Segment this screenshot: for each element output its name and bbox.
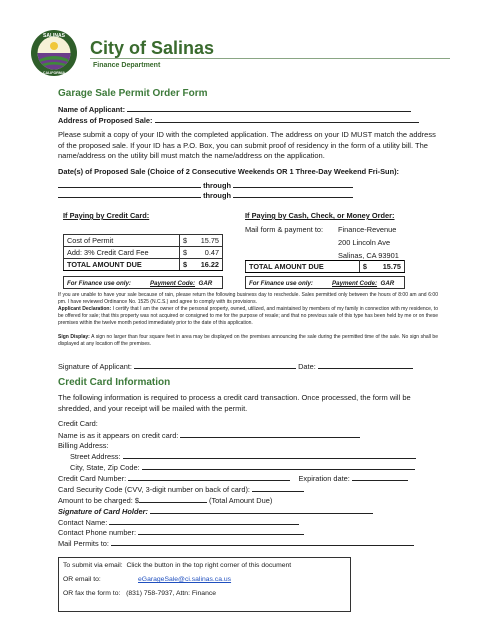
- credit-card-info-intro: The following information is required to process a credit card transaction. Once processed, the form will be shredded, and your receipt will be mailed with the permit.: [58, 393, 411, 413]
- department-name: Finance Department: [93, 62, 161, 69]
- security-code-row: Card Security Code (CVV, 3-digit number on back of card):: [58, 484, 304, 495]
- city-state-zip-row: City, State, Zip Code:: [70, 462, 415, 473]
- mail-to-label: Mail form & payment to:: [245, 225, 324, 234]
- card-holder-signature-field[interactable]: [150, 506, 373, 514]
- applicant-signature-field[interactable]: [134, 361, 296, 369]
- card-number-row: Credit Card Number: Expiration date:: [58, 473, 408, 484]
- submit-fax-row: OR fax the form to: (831) 758-7937, Attn: Finance: [63, 590, 217, 597]
- sale-dates-row-1: through: [58, 180, 353, 191]
- city-state-zip-field[interactable]: [142, 462, 415, 470]
- sign-display-text: Sign Display: A sign no larger than four square feet in area may be displayed on the premises announcing the sale during the permitted time of the sale. No sign shall be displayed at any location off the premises.: [58, 334, 438, 347]
- cash-finance-box: For Finance use only: Payment Code: GAR: [245, 276, 405, 289]
- mail-permits-field[interactable]: [111, 538, 414, 546]
- mail-permits-row: Mail Permits to:: [58, 538, 414, 549]
- contact-name-row: Contact Name:: [58, 517, 299, 528]
- cash-total-table: [245, 260, 405, 273]
- form-title: Garage Sale Permit Order Form: [58, 88, 208, 99]
- date-end-field-2[interactable]: [233, 190, 353, 198]
- street-address-field[interactable]: [123, 451, 416, 459]
- expiration-date-field[interactable]: [352, 473, 408, 481]
- applicant-signature-row: Signature of Applicant: Date:: [58, 361, 413, 372]
- billing-address-label: Billing Address:: [58, 441, 109, 450]
- applicant-date-field[interactable]: [318, 361, 413, 369]
- applicant-name-row: [58, 104, 411, 115]
- header-rule: [90, 58, 450, 59]
- submission-box: [58, 557, 351, 612]
- sale-address-field[interactable]: [155, 115, 419, 123]
- security-code-field[interactable]: [252, 484, 304, 492]
- name-on-card-row: Name is as it appears on credit card:: [58, 430, 360, 441]
- mail-address-line-1: Finance-Revenue: [338, 225, 397, 234]
- sale-dates-label: Date(s) of Proposed Sale (Choice of 2 Consecutive Weekends OR 1 Three-Day Weekend Fri-Sun):: [58, 167, 400, 176]
- amount-charged-field[interactable]: [139, 495, 207, 503]
- sale-address-label: Address of Proposed Sale:: [58, 116, 153, 125]
- sale-dates-row-2: through: [58, 190, 353, 201]
- contact-name-field[interactable]: [109, 517, 299, 525]
- submit-email-row: To submit via email: Click the button in the top right corner of this document: [63, 562, 292, 569]
- instructions-paragraph: Please submit a copy of your ID with the completed application. The address on your ID MUST match the address of the proposed sale. If your ID has a P.O. Box, you can submit proof of residency in the form of a utility bill. The name/address on the utility bill must match the name/address on the application.: [58, 130, 436, 160]
- applicant-name-label: Name of Applicant:: [58, 105, 126, 114]
- cash-payment-heading: If Paying by Cash, Check, or Money Order:: [245, 211, 395, 220]
- credit-card-label: Credit Card:: [58, 419, 98, 428]
- city-title: City of Salinas: [90, 38, 215, 58]
- city-seal-logo: [30, 29, 78, 77]
- mail-address-line-3: Salinas, CA 93901: [338, 251, 399, 260]
- date-start-field-2[interactable]: [58, 190, 201, 198]
- card-holder-signature-row: Signature of Card Holder:: [58, 506, 373, 517]
- applicant-name-field[interactable]: [127, 104, 411, 112]
- applicant-declaration: Applicant Declaration: I certify that I am the owner of the personal property, owned, utilized, and maintained by members of my family in connection with my residence, to be offered for sale; that this property was not acquired or consigned to me for the purpose of resale; and that no previous sale of this type has been held by me or on these premises within the twelve month period immediately prior to the date of this application.: [58, 306, 438, 326]
- street-address-row: Street Address:: [70, 451, 416, 462]
- card-number-field[interactable]: [128, 473, 290, 481]
- fee-row-cost: Cost of Permit $ 15.75: [64, 235, 223, 247]
- fee-row-total: TOTAL AMOUNT DUE $ 16.22: [64, 259, 223, 271]
- fee-row-card-fee: Add: 3% Credit Card Fee $ 0.47: [64, 247, 223, 259]
- date-start-field-1[interactable]: [58, 180, 201, 188]
- svg-text:SALINAS: SALINAS: [43, 33, 65, 39]
- rain-policy-text: If you are unable to have your sale because of rain, please return the following business day to reschedule. Sales permitted only between the hours of 8:00 am and 6:00 pm. I have reviewed Ordinance No. 1525 (N.C.S.) and agree to comply with its provisions.: [58, 292, 438, 305]
- mail-address-line-2: 200 Lincoln Ave: [338, 238, 391, 247]
- amount-charged-row: Amount to be charged: $ (Total Amount Due): [58, 496, 273, 505]
- credit-card-heading: If Paying by Credit Card:: [63, 211, 150, 220]
- date-end-field-1[interactable]: [233, 180, 353, 188]
- name-on-card-field[interactable]: [180, 430, 360, 438]
- svg-text:CALIFORNIA: CALIFORNIA: [42, 71, 66, 75]
- sale-address-row: [58, 115, 419, 126]
- credit-card-fee-table: [63, 234, 223, 271]
- contact-phone-field[interactable]: [138, 527, 304, 535]
- cash-total-row: TOTAL AMOUNT DUE $ 15.75: [246, 261, 405, 273]
- submit-or-email-row: OR email to: eGarageSale@ci.salinas.ca.us: [63, 576, 232, 583]
- email-address-link[interactable]: eGarageSale@ci.salinas.ca.us: [138, 576, 232, 583]
- credit-card-info-heading: Credit Card Information: [58, 377, 171, 388]
- contact-phone-row: Contact Phone number:: [58, 527, 304, 538]
- credit-card-finance-box: For Finance use only: Payment Code: GAR: [63, 276, 223, 289]
